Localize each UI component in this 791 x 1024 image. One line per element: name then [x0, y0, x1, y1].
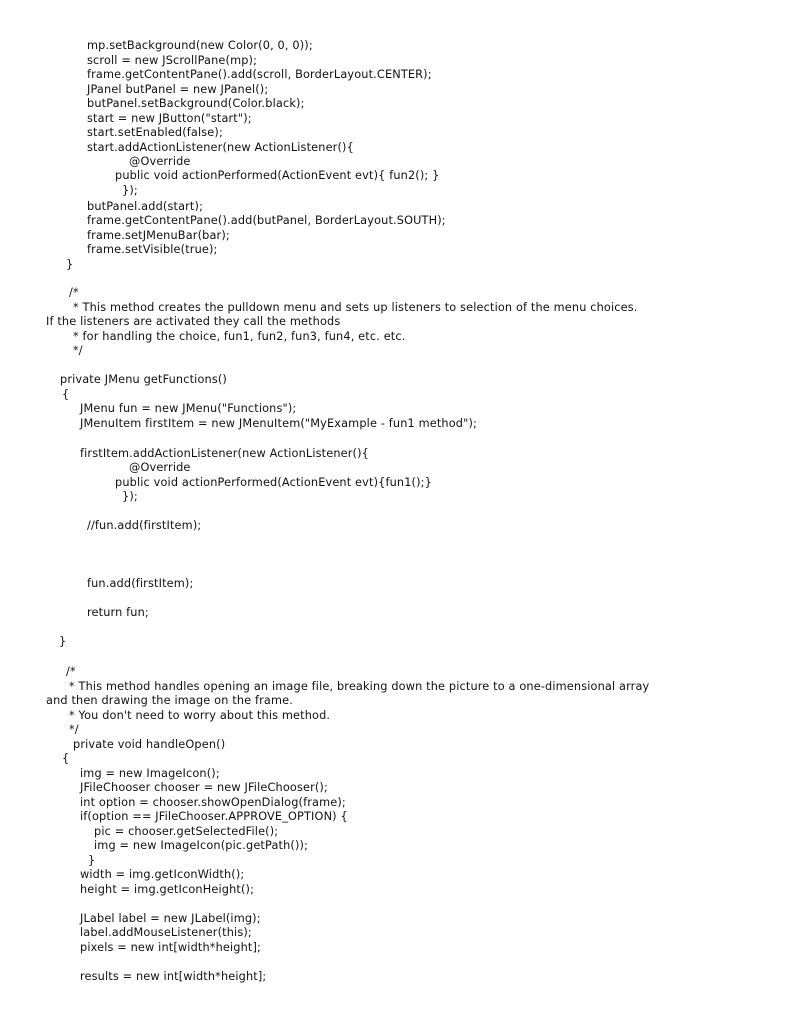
- code-line: width = img.getIconWidth();: [80, 868, 245, 881]
- comment-line: * This method creates the pulldown menu and sets up listeners to selection of the menu choices.: [73, 301, 638, 314]
- code-line: @Override: [129, 155, 191, 168]
- code-line: public void actionPerformed(ActionEvent evt){fun1();}: [115, 476, 432, 489]
- code-line: start = new JButton("start");: [87, 112, 252, 125]
- code-line: pixels = new int[width*height];: [80, 941, 262, 954]
- code-line: {: [62, 388, 70, 401]
- code-line: JMenuItem firstItem = new JMenuItem("MyExample - fun1 method");: [80, 417, 477, 430]
- code-line: JMenu fun = new JMenu("Functions");: [80, 402, 297, 415]
- code-line: frame.setJMenuBar(bar);: [87, 229, 230, 242]
- comment-line: /*: [69, 286, 79, 299]
- code-line: frame.getContentPane().add(butPanel, BorderLayout.SOUTH);: [87, 214, 446, 227]
- code-line: }: [88, 854, 96, 867]
- code-line: frame.setVisible(true);: [87, 243, 218, 256]
- code-line: img = new ImageIcon(pic.getPath());: [94, 839, 309, 852]
- comment-line: /*: [66, 665, 76, 678]
- comment-line: * You don't need to worry about this method.: [69, 709, 331, 722]
- comment-line: * This method handles opening an image file, breaking down the picture to a one-dimensional array: [69, 680, 650, 693]
- code-line: JFileChooser chooser = new JFileChooser();: [80, 781, 328, 794]
- code-line: frame.getContentPane().add(scroll, BorderLayout.CENTER);: [87, 68, 432, 81]
- comment-line: and then drawing the image on the frame.: [46, 694, 293, 707]
- code-line: height = img.getIconHeight();: [80, 883, 255, 896]
- code-line: fun.add(firstItem);: [87, 577, 194, 590]
- code-line: pic = chooser.getSelectedFile();: [94, 825, 279, 838]
- code-line: });: [122, 490, 138, 503]
- code-line: JPanel butPanel = new JPanel();: [87, 83, 269, 96]
- code-line: results = new int[width*height];: [80, 970, 267, 983]
- code-line: JLabel label = new JLabel(img);: [80, 912, 261, 925]
- code-line: label.addMouseListener(this);: [80, 926, 252, 939]
- code-line: firstItem.addActionListener(new ActionListener(){: [80, 447, 370, 460]
- code-line: return fun;: [87, 606, 149, 619]
- code-line: }: [66, 258, 74, 271]
- code-line: if(option == JFileChooser.APPROVE_OPTION) {: [80, 810, 348, 823]
- code-line: butPanel.setBackground(Color.black);: [87, 97, 305, 110]
- code-line: {: [62, 752, 70, 765]
- comment-line: */: [69, 723, 79, 736]
- code-line: //fun.add(firstItem);: [87, 519, 202, 532]
- code-line: scroll = new JScrollPane(mp);: [87, 54, 258, 67]
- code-line: });: [122, 184, 138, 197]
- comment-line: If the listeners are activated they call the methods: [46, 315, 341, 328]
- code-line: start.addActionListener(new ActionListener(){: [87, 141, 354, 154]
- code-line: private JMenu getFunctions(): [60, 373, 227, 386]
- code-line: mp.setBackground(new Color(0, 0, 0));: [87, 39, 313, 52]
- code-line: int option = chooser.showOpenDialog(frame);: [80, 796, 346, 809]
- code-line: img = new ImageIcon();: [80, 767, 220, 780]
- code-line: public void actionPerformed(ActionEvent evt){ fun2(); }: [115, 169, 440, 182]
- comment-line: */: [73, 344, 83, 357]
- code-line: private void handleOpen(): [73, 738, 226, 751]
- comment-line: * for handling the choice, fun1, fun2, fun3, fun4, etc. etc.: [73, 330, 406, 343]
- code-line: start.setEnabled(false);: [87, 126, 223, 139]
- code-line: butPanel.add(start);: [87, 200, 204, 213]
- code-line: @Override: [129, 461, 191, 474]
- code-line: }: [59, 635, 67, 648]
